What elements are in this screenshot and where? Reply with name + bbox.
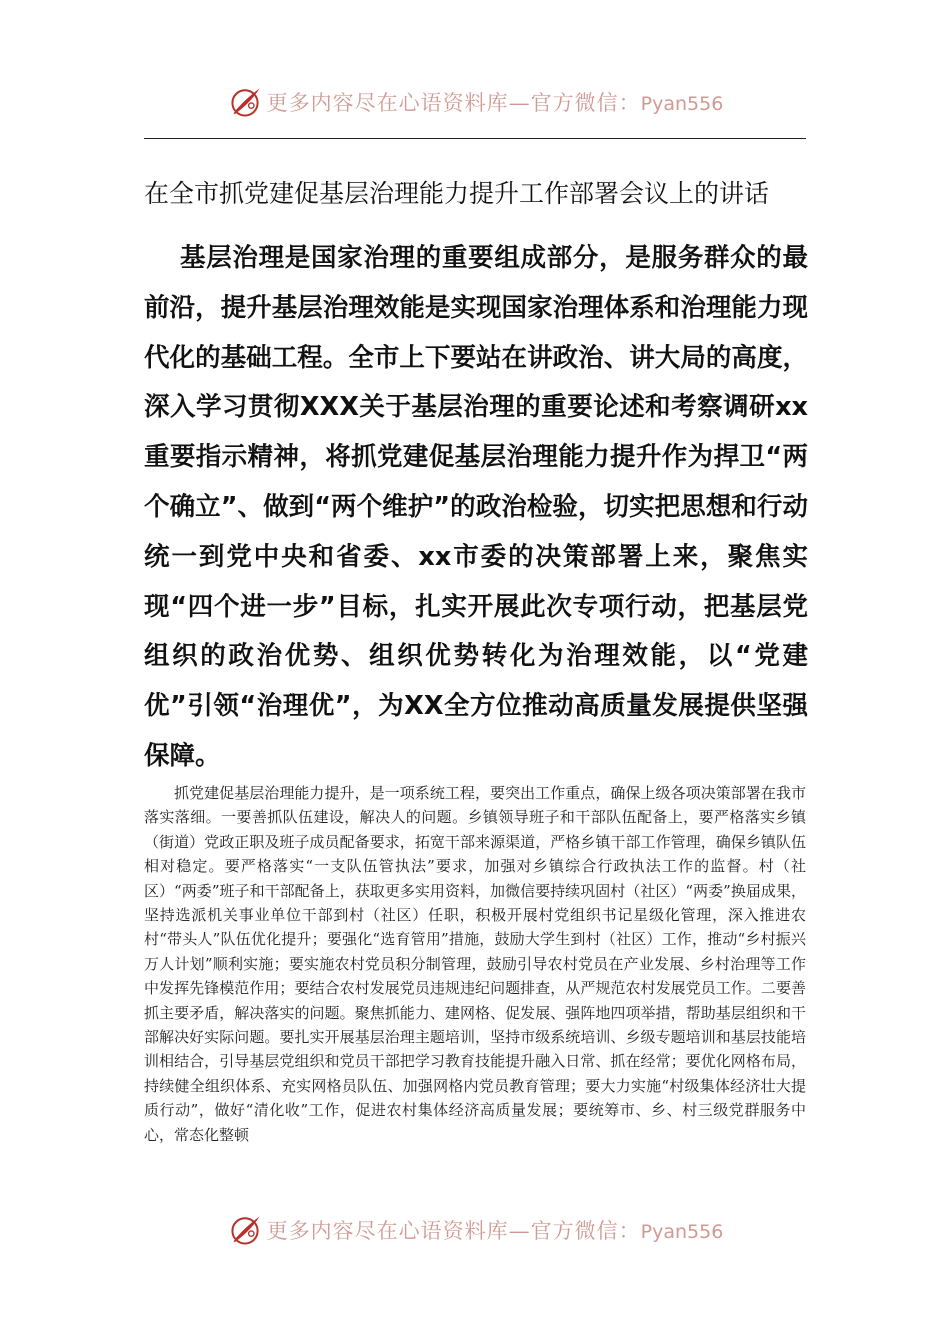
footer-banner-text: 更多内容尽在心语资料库—官方微信：Pyan556 bbox=[266, 1219, 724, 1243]
header-divider bbox=[144, 138, 806, 139]
wechat-id: Pyan556 bbox=[640, 1221, 724, 1243]
header-banner bbox=[0, 82, 950, 122]
wechat-id: Pyan556 bbox=[640, 93, 724, 115]
footer-banner bbox=[0, 1210, 950, 1250]
quill-logo-icon bbox=[227, 84, 263, 120]
lead-paragraph: 基层治理是国家治理的重要组成部分，是服务群众的最前沿，提升基层治理效能是实现国家治理体系和治理能力现代化的基础工程。全市上下要站在讲政治、讲大局的高度，深入学习贯彻XXX关于基层治理的重要论述和考察调研xx重要指示精神，将抓党建促基层治理能力提升作为捍卫“两个确立”、做到“两个维护”的政治检验，切实把思想和行动统一到党中央和省委、xx市委的决策部署上来，聚焦实现“四个进一步”目标，扎实开展此次专项行动，把基层党组织的政治优势、组织优势转化为治理效能，以“党建优”引领“治理优”，为XX全方位推动高质量发展提供坚强保障。 bbox=[144, 243, 808, 771]
document-title: 在全市抓党建促基层治理能力提升工作部署会议上的讲话 bbox=[144, 179, 770, 208]
body-paragraph: 抓党建促基层治理能力提升，是一项系统工程，要突出工作重点，确保上级各项决策部署在我市落实落细。一要善抓队伍建设，解决人的问题。乡镇领导班子和干部队伍配备上，要严格落实乡镇（街道）党政正职及班子成员配备要求，拓宽干部来源渠道，严格乡镇干部工作管理，确保乡镇队伍相对稳定。要严格落实“一支队伍管执法”要求，加强对乡镇综合行政执法工作的监督。村（社区）“两委”班子和干部配备上，获取更多实用资料，加微信要持续巩固村（社区）“两委”换届成果，坚持选派机关事业单位干部到村（社区）任职，积极开展村党组织书记星级化管理，深入推进农村“带头人”队伍优化提升；要强化“选育管用”措施，鼓励大学生到村（社区）工作，推动“乡村振兴万人计划”顺利实施；要实施农村党员积分制管理，鼓励引导农村党员在产业发展、乡村治理等工作中发挥先锋模范作用；要结合农村发展党员违规违纪问题排查，从严规范农村发展党员工作。二要善抓主要矛盾，解决落实的问题。聚焦抓能力、建网格、促发展、强阵地四项举措，帮助基层组织和干部解决好实际问题。要扎实开展基层治理主题培训，坚持市级系统培训、乡级专题培训和基层技能培训相结合，引导基层党组织和党员干部把学习教育技能提升融入日常、抓在经常；要优化网格布局，持续健全组织体系、充实网格员队伍、加强网格内党员教育管理；要大力实施“村级集体经济壮大提质行动”，做好“清化收”工作，促进农村集体经济高质量发展；要统筹市、乡、村三级党群服务中心，常态化整顿 bbox=[144, 784, 806, 1144]
quill-logo-icon bbox=[227, 1212, 263, 1248]
header-banner-text: 更多内容尽在心语资料库—官方微信：Pyan556 bbox=[266, 91, 724, 115]
